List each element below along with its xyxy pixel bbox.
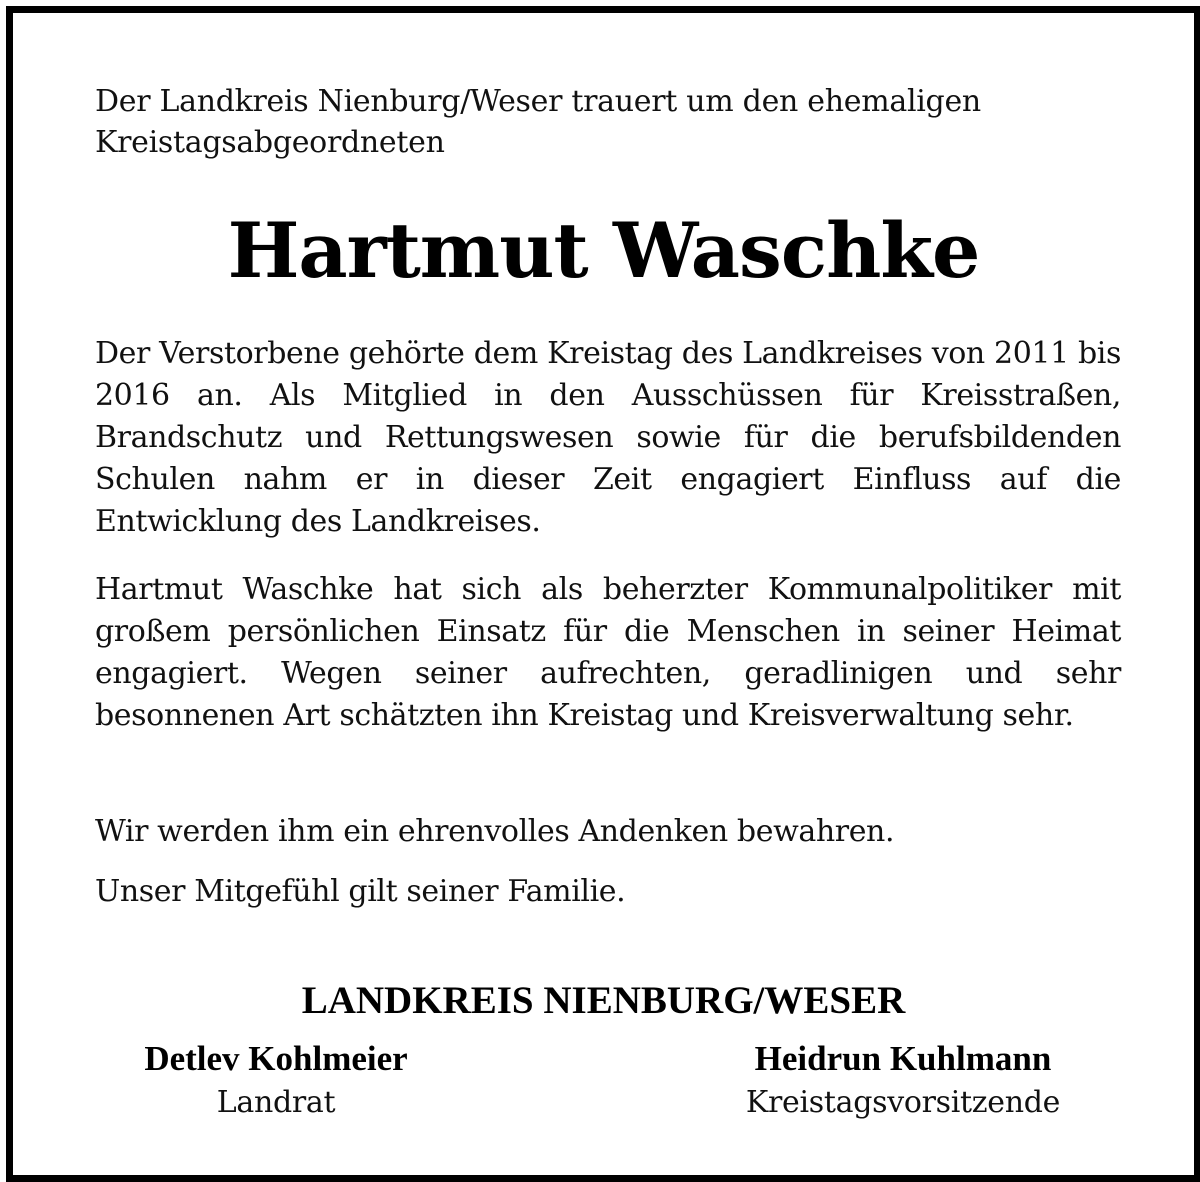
paragraph-career: Der Verstorbene gehörte dem Kreistag des Landkreises von 2011 bis 2016 an. Als Mitglied in den Ausschüssen für Kreisstraßen, Brandschutz und Rettungswesen sowie für die berufsbildenden Schulen nahm er in dieser Zeit engagiert Einfluss auf die Entwicklung des Landkreises. bbox=[95, 336, 1121, 539]
paragraph-condolence: Unser Mitgefühl gilt seiner Familie. bbox=[95, 874, 626, 909]
paragraph-tribute: Hartmut Waschke hat sich als beherzter Kommunalpolitiker mit großem persönlichen Einsatz für die Menschen in seiner Heimat engagiert. Wegen seiner aufrechten, geradlinigen und sehr besonnenen Art schätzten ihn Kreistag und Kreisverwaltung sehr. bbox=[95, 572, 1121, 733]
signatory-role: Kreistagsvorsitzende bbox=[745, 1085, 1061, 1120]
obituary-notice-frame bbox=[6, 6, 1200, 1182]
signatory-role: Landrat bbox=[216, 1085, 336, 1120]
signatory-left bbox=[66, 1037, 486, 1125]
signatory-name: Heidrun Kuhlmann bbox=[754, 1039, 1052, 1078]
signatory-name: Detlev Kohlmeier bbox=[144, 1039, 408, 1078]
signatory-right bbox=[693, 1037, 1113, 1125]
organization-name: LANDKREIS NIENBURG/WESER bbox=[301, 979, 906, 1022]
deceased-name: Hartmut Waschke bbox=[227, 206, 980, 295]
paragraph-remembrance: Wir werden ihm ein ehrenvolles Andenken bewahren. bbox=[95, 814, 895, 849]
intro-text: Der Landkreis Nienburg/Weser trauert um den ehemaligen Kreistagsabgeordneten bbox=[95, 84, 981, 160]
